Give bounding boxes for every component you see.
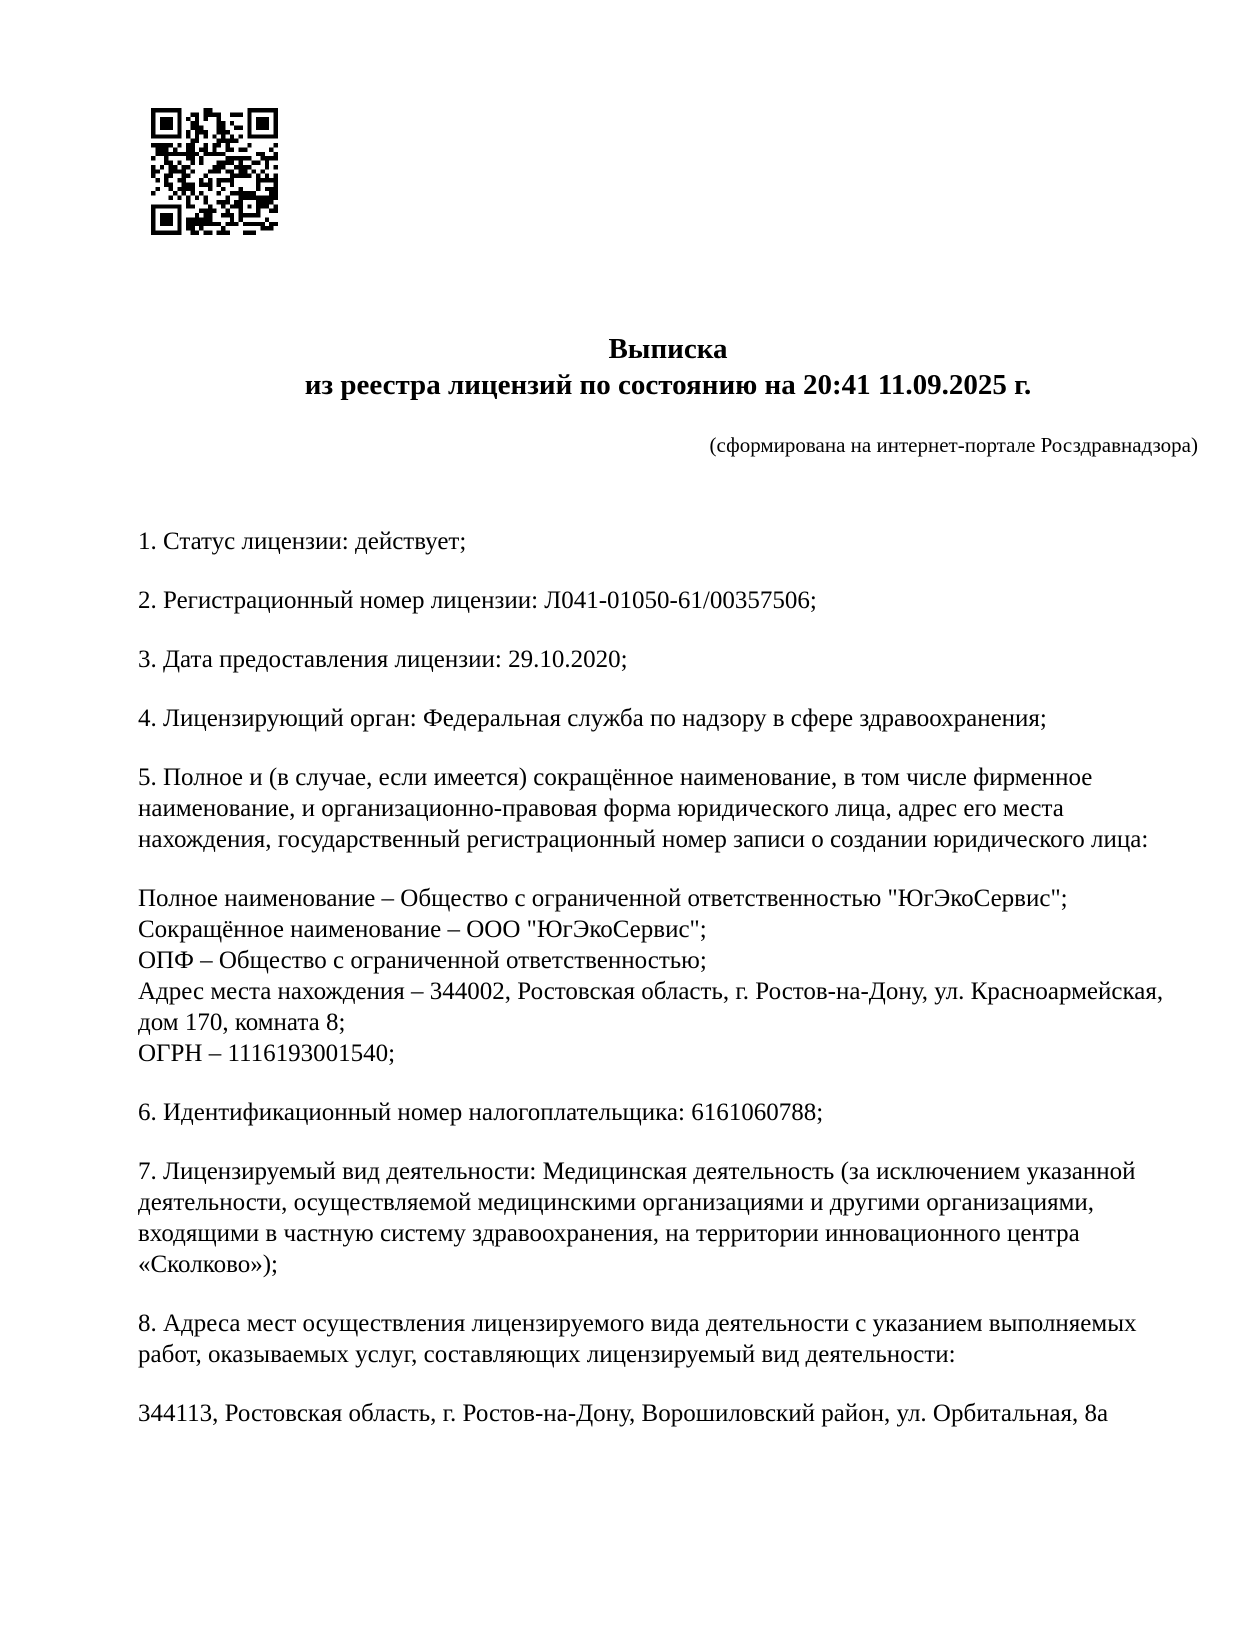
- paragraph-activity-address: 344113, Ростовская область, г. Ростов-на-Дону, Ворошиловский район, ул. Орбитальная, 8а: [138, 1400, 1109, 1427]
- org-detail-legal-form: ОПФ – Общество с ограниченной ответственностью;: [138, 947, 707, 974]
- org-detail-short-name: Сокращённое наименование – ООО "ЮгЭкоСервис";: [138, 916, 707, 943]
- org-detail-address: Адрес места нахождения – 344002, Ростовская область, г. Ростов-на-Дону, ул. Красноармейская, дом 170, комната 8;: [138, 978, 1164, 1036]
- document-title-line1: Выписка: [608, 333, 728, 365]
- paragraph-grant-date: 3. Дата предоставления лицензии: 29.10.2020;: [138, 646, 628, 673]
- organization-details-block: [138, 883, 1198, 1069]
- paragraph-inn: 6. Идентификационный номер налогоплательщика: 6161060788;: [138, 1099, 824, 1126]
- org-detail-full-name: Полное наименование – Общество с ограниченной ответственностью "ЮгЭкоСервис";: [138, 885, 1068, 912]
- paragraph-licensed-activity: 7. Лицензируемый вид деятельности: Медицинская деятельность (за исключением указанной деятельности, осуществляемой медицинскими организациями и другими организациями, входящими в частную систему здравоохранения, на территории инновационного центра «Сколково»);: [138, 1158, 1136, 1278]
- paragraph-license-status: 1. Статус лицензии: действует;: [138, 528, 467, 555]
- document-title-line2: из реестра лицензий по состоянию на 20:41 11.09.2025 г.: [304, 369, 1032, 401]
- document-content: [138, 0, 1198, 1429]
- paragraph-registration-number: 2. Регистрационный номер лицензии: Л041-01050-61/00357506;: [138, 587, 817, 614]
- paragraph-licensing-authority: 4. Лицензирующий орган: Федеральная служба по надзору в сфере здравоохранения;: [138, 705, 1047, 732]
- org-detail-ogrn: ОГРН – 1116193001540;: [138, 1040, 396, 1067]
- paragraph-organization-intro: 5. Полное и (в случае, если имеется) сокращённое наименование, в том числе фирменное наименование, и организационно-правовая форма юридического лица, адрес его места нахождения, государственный регистрационный номер записи о создании юридического лица:: [138, 764, 1149, 853]
- paragraph-addresses-intro: 8. Адреса мест осуществления лицензируемого вида деятельности с указанием выполняемых работ, оказываемых услуг, составляющих лицензируемый вид деятельности:: [138, 1310, 1137, 1368]
- document-subtitle: (сформирована на интернет-портале Росздравнадзора): [709, 433, 1198, 457]
- document-title: [138, 0, 1198, 403]
